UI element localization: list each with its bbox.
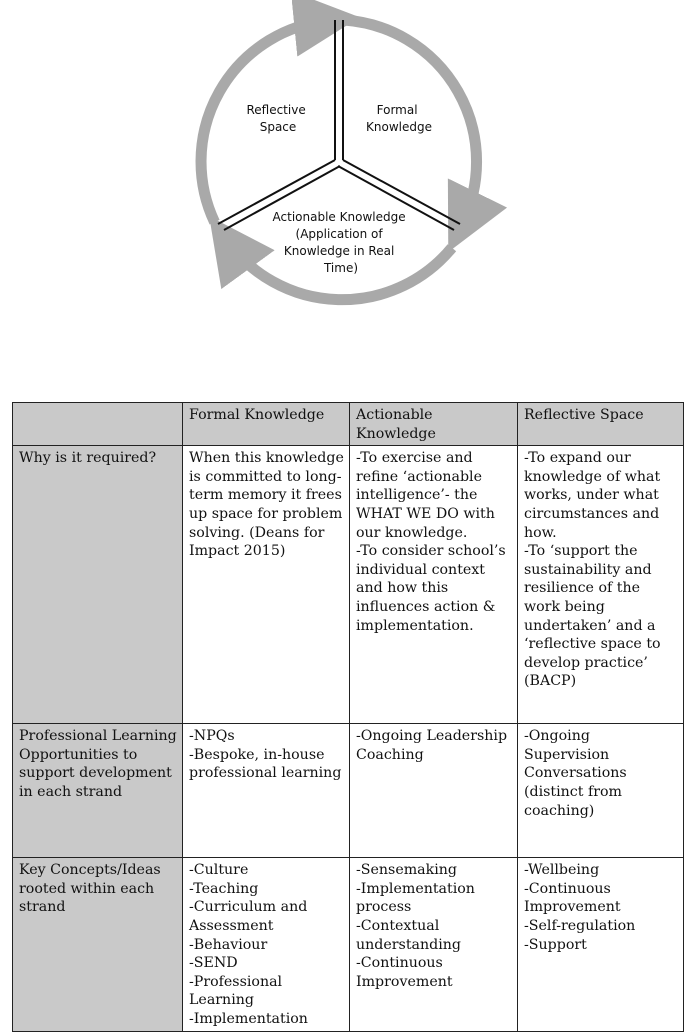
- cell-line: -To expand our knowledge of what works, under what circumstances and how.: [524, 450, 665, 541]
- cell-kc-formal: [183, 858, 350, 1031]
- label-actionable-knowledge: [273, 210, 410, 275]
- cell-line: -Teaching: [189, 880, 259, 897]
- cell-line: -Implementation process: [356, 880, 480, 916]
- cell-line: -Sensemaking: [356, 862, 457, 879]
- label-formal-line-2: Knowledge: [366, 120, 432, 134]
- row-label-key-concepts: Key Concepts/Ideas rooted within each strand: [13, 858, 183, 1031]
- label-reflective-space: [246, 103, 309, 134]
- cell-pl-formal: [183, 724, 350, 858]
- cell-line: -Support: [524, 936, 587, 953]
- header-reflective-space: Reflective Space: [518, 403, 684, 446]
- cell-kc-actionable: [350, 858, 518, 1031]
- table-row: [13, 724, 684, 858]
- label-actionable-line-2: (Application of: [295, 227, 383, 241]
- table-row: [13, 446, 684, 724]
- cell-why-actionable: [350, 446, 518, 724]
- label-reflective-line-2: Space: [259, 120, 297, 134]
- cell-pl-reflective: [518, 724, 684, 858]
- cycle-diagram: [0, 0, 696, 330]
- cell-line: -Ongoing Leadership Coaching: [356, 728, 512, 763]
- cell-line: -Bespoke, in-house professional learning: [189, 746, 342, 782]
- row-label-professional-learning: Professional Learning Opportunities to support development in each strand: [13, 724, 183, 858]
- cell-line: -To ‘support the sustainability and resilience of the work being undertaken’ and a ‘reflective space to develop practice’ (BACP): [524, 543, 666, 690]
- cell-kc-reflective: [518, 858, 684, 1031]
- label-actionable-line-4: Time): [323, 261, 359, 275]
- framework-table: [12, 402, 684, 1032]
- label-formal-knowledge: [366, 103, 432, 134]
- cell-line: -Professional Learning: [189, 973, 287, 1009]
- cell-line: -To exercise and refine ‘actionable intelligence’- the WHAT WE DO with our knowledge.: [356, 450, 500, 541]
- label-actionable-line-1: Actionable Knowledge: [272, 210, 406, 224]
- cell-line: -Continuous Improvement: [524, 880, 621, 916]
- cell-line: -Continuous Improvement: [356, 955, 453, 990]
- header-formal-knowledge: Formal Knowledge: [183, 403, 350, 446]
- cell-why-formal: [183, 446, 350, 724]
- cell-line: -Wellbeing: [524, 862, 600, 879]
- cell-line: When this knowledge is committed to long-term memory it frees up space for problem solving. (Deans for Impact 2015): [189, 450, 349, 560]
- cell-line: -SEND: [189, 955, 238, 972]
- row-label-why-required: Why is it required?: [13, 446, 183, 724]
- cell-line: -To consider school’s individual context and how this influences action & implementation.: [356, 543, 511, 634]
- cell-pl-actionable: [350, 724, 518, 858]
- cell-line: -Curriculum and Assessment: [189, 899, 312, 934]
- cell-line: -Contextual understanding: [356, 917, 461, 953]
- cell-line: -Behaviour: [189, 936, 268, 953]
- cell-line: -Culture: [189, 862, 249, 879]
- cell-line: -Ongoing Supervision Conversations (distinct from coaching): [524, 728, 632, 819]
- label-formal-line-1: Formal: [376, 103, 418, 117]
- cell-line: -NPQs: [189, 728, 235, 745]
- cell-why-reflective: [518, 446, 684, 724]
- label-actionable-line-3: Knowledge in Real: [283, 244, 395, 258]
- cell-line: -Implementation: [189, 1010, 308, 1027]
- table-row: [13, 858, 684, 1031]
- table-header-row: [13, 403, 684, 446]
- label-reflective-line-1: Reflective: [246, 103, 306, 117]
- header-cell-empty: [13, 403, 183, 446]
- cell-line: -Self-regulation: [524, 917, 636, 934]
- header-actionable-knowledge: Actionable Knowledge: [350, 403, 518, 446]
